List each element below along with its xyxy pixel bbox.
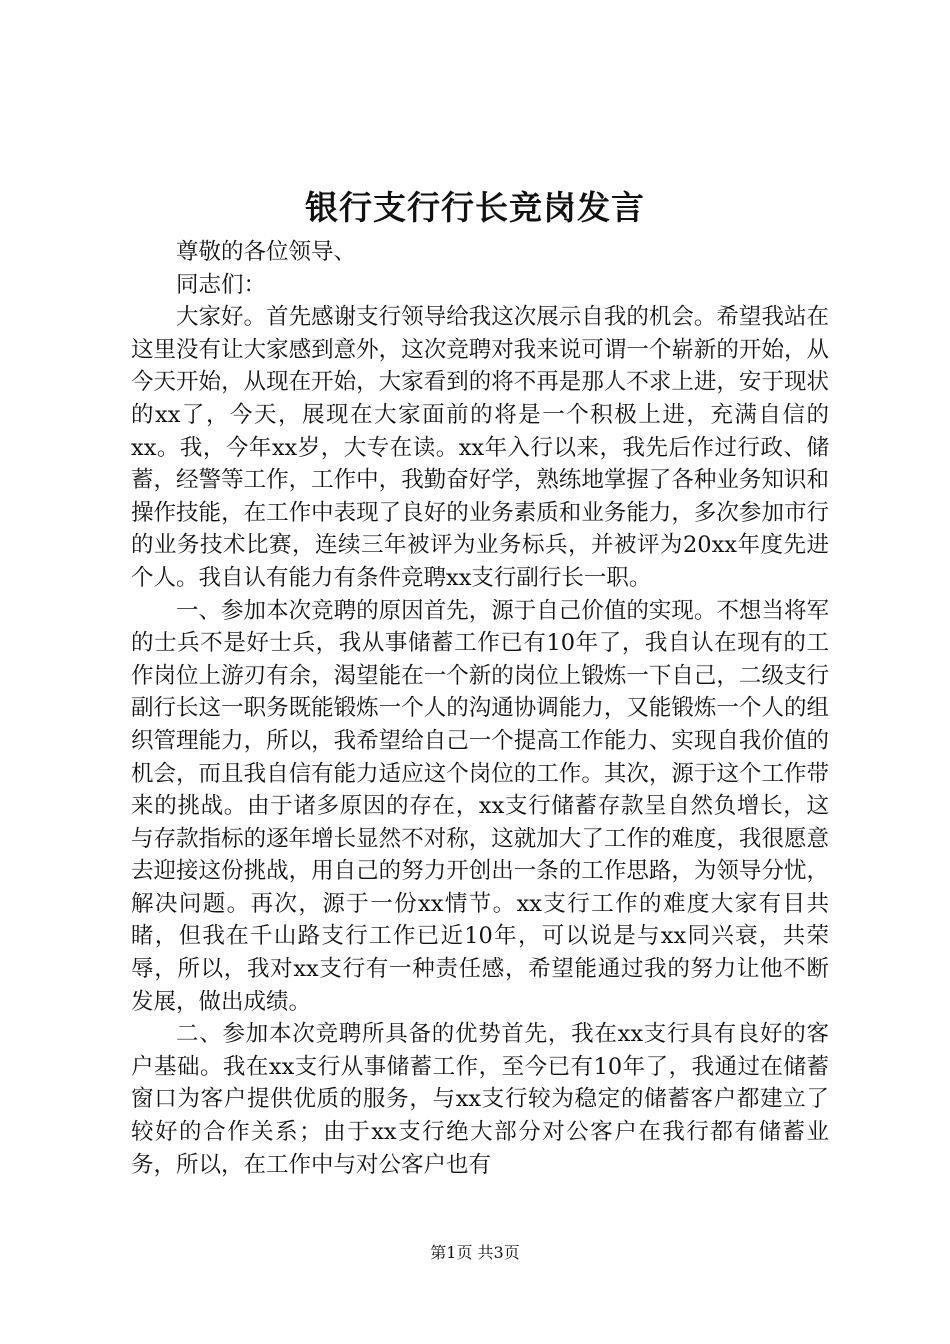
paragraph-introduction: 大家好。首先感谢支行领导给我这次展示自我的机会。希望我站在这里没有让大家感到意外，这次竞聘对我来说可谓一个崭新的开始，从今天开始，从现在开始，大家看到的将不再是那人不求上进，安于现状的xx了，今天，展现在大家面前的将是一个积极上进，充满自信的xx。我，今年xx岁，大专在读。xx年入行以来，我先后作过行政、储蓄，经警等工作，工作中，我勤奋好学，熟练地掌握了各种业务知识和操作技能，在工作中表现了良好的业务素质和业务能力，多次参加市行的业务技术比赛，连续三年被评为业务标兵，并被评为20xx年度先进个人。我自认有能力有条件竞聘xx支行副行长一职。	[131, 304, 829, 591]
salutation-line-2: 同志们：	[176, 271, 267, 298]
paragraph-reasons: 一、参加本次竞聘的原因首先，源于自己价值的实现。不想当将军的士兵不是好士兵，我从事储蓄工作已有10年了，我自认在现有的工作岗位上游刃有余，渴望能在一个新的岗位上锻炼一下自己，二级支行副行长这一职务既能锻炼一个人的沟通协调能力，又能锻炼一个人的组织管理能力，所以，我希望给自己一个提高工作能力、实现自我价值的机会，而且我自信有能力适应这个岗位的工作。其次，源于这个工作带来的挑战。由于诸多原因的存在，xx支行储蓄存款呈自然负增长，这与存款指标的逐年增长显然不对称，这就加大了工作的难度，我很愿意去迎接这份挑战，用自己的努力开创出一条的工作思路，为领导分忧，解决问题。再次，源于一份xx情节。xx支行工作的难度大家有目共睹，但我在千山路支行工作已近10年，可以说是与xx同兴衰，共荣辱，所以，我对xx支行有一种责任感，希望能通过我的努力让他不断发展，做出成绩。	[131, 597, 829, 1015]
salutation-line-1: 尊敬的各位领导、	[176, 239, 357, 265]
paragraph-advantages: 二、参加本次竞聘所具备的优势首先，我在xx支行具有良好的客户基础。我在xx支行从事储蓄工作，至今已有10年了，我通过在储蓄窗口为客户提供优质的服务，与xx支行较为稳定的储蓄客户都建立了较好的合作关系；由于xx支行绝大部分对公客户在我行都有储蓄业务，所以，在工作中与对公客户也有	[131, 1021, 829, 1178]
page-footer: 第1页 共3页	[430, 1243, 520, 1262]
document-title: 银行支行行长竞岗发言	[305, 188, 645, 227]
document-body	[131, 236, 829, 1181]
